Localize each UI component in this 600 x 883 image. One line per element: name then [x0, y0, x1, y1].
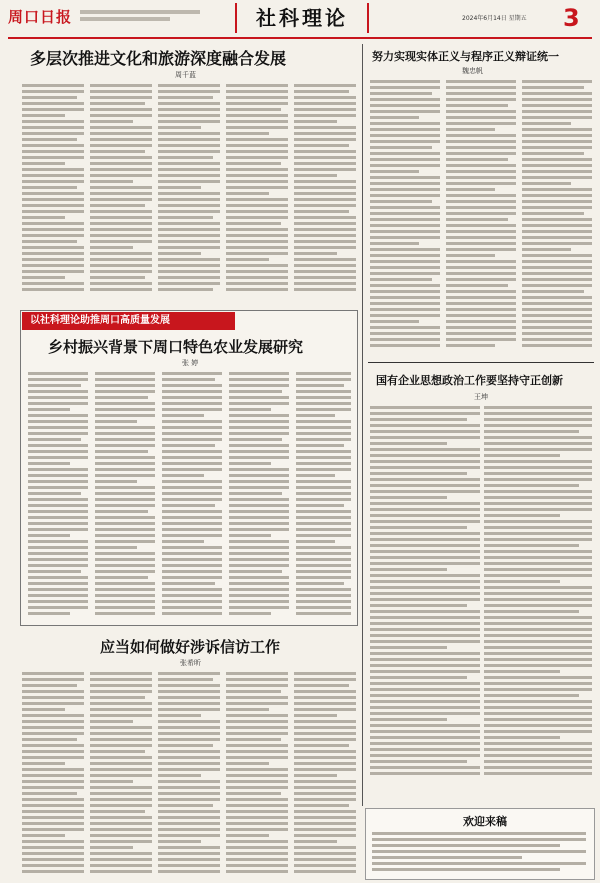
article-3-column-5 [294, 672, 356, 876]
article-2-column-3 [162, 372, 222, 618]
article-1-column-1 [22, 84, 84, 294]
newspaper-logo: 周口日报 [8, 8, 73, 26]
article-4-author: 魏忠帆 [462, 67, 483, 75]
article-5-author: 王坤 [474, 393, 488, 401]
column-divider [362, 44, 363, 806]
article-5-column-1 [370, 406, 480, 778]
issue-date: 2024年6月14日 星期五 [462, 15, 527, 22]
page-header [0, 0, 600, 40]
article-2-column-1 [28, 372, 88, 618]
article-3-column-4 [226, 672, 288, 876]
article-4-column-1 [370, 80, 440, 350]
article-4-column-2 [446, 80, 516, 350]
article-1-author: 周千蓝 [175, 71, 196, 79]
article-4-column-3 [522, 80, 592, 350]
article-3-title: 应当如何做好涉诉信访工作 [100, 638, 281, 656]
article-5-column-2 [484, 406, 592, 778]
page-number: 3 [563, 4, 580, 32]
article-2-column-5 [296, 372, 351, 618]
header-rule [8, 37, 592, 39]
article-2-title: 乡村振兴背景下周口特色农业发展研究 [48, 338, 304, 356]
article-2-author: 张 婷 [182, 359, 199, 367]
contact-text [372, 832, 586, 874]
article-2-banner: 以社科理论助推周口高质量发展 [22, 312, 235, 330]
article-3-column-1 [22, 672, 84, 876]
article-1-column-5 [294, 84, 356, 294]
contact-title: 欢迎来稿 [463, 815, 507, 828]
article-2-column-2 [95, 372, 155, 618]
article-4-title: 努力实现实体正义与程序正义辩证统一 [372, 50, 559, 63]
header-editor-info [80, 10, 200, 24]
article-2-column-4 [229, 372, 289, 618]
article-3-column-2 [90, 672, 152, 876]
section-divider [368, 362, 594, 363]
article-5-title: 国有企业思想政治工作要坚持守正创新 [376, 374, 563, 387]
article-3-author: 张希昕 [180, 659, 201, 667]
article-1-column-3 [158, 84, 220, 294]
article-1-column-2 [90, 84, 152, 294]
section-title: 社科理论 [235, 3, 369, 33]
article-3-column-3 [158, 672, 220, 876]
article-1-title: 多层次推进文化和旅游深度融合发展 [30, 49, 287, 68]
article-1-column-4 [226, 84, 288, 294]
